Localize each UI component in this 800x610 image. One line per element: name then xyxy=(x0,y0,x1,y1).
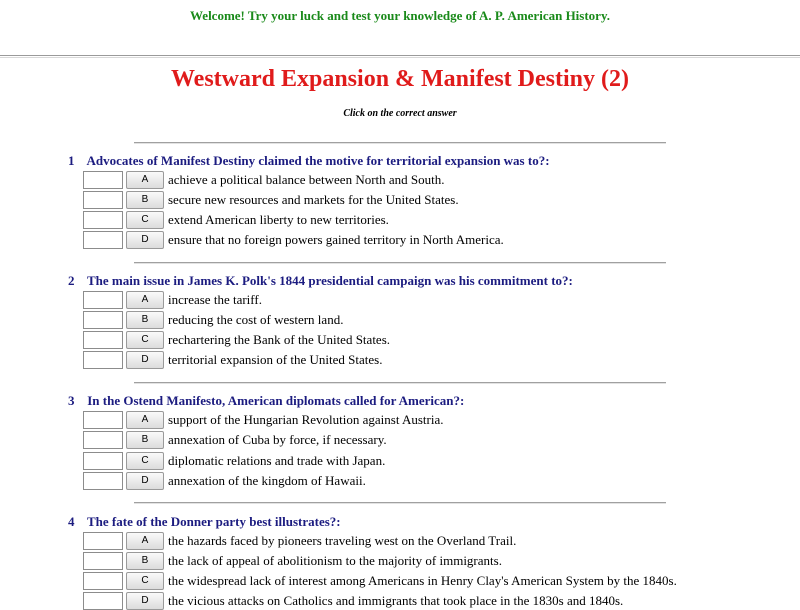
question-text: Advocates of Manifest Destiny claimed the motive for territorial expansion was to?: xyxy=(86,153,550,168)
answer-b-button[interactable]: B xyxy=(126,431,164,449)
question-number: 4 xyxy=(68,514,75,529)
question-divider xyxy=(134,262,666,264)
answer-c-button[interactable]: C xyxy=(126,211,164,229)
answer-d-button[interactable]: D xyxy=(126,592,164,610)
question-text: The fate of the Donner party best illustrates?: xyxy=(87,514,341,529)
answer-text: the lack of appeal of abolitionism to the majority of immigrants. xyxy=(168,553,502,568)
answer-text: the widespread lack of interest among Americans in Henry Clay's American System by the 1840s. xyxy=(168,573,677,588)
question-number: 2 xyxy=(68,273,75,288)
answer-a-button[interactable]: A xyxy=(126,532,164,550)
answer-d-button[interactable]: D xyxy=(126,351,164,369)
instruction-text: Click on the correct answer xyxy=(343,108,457,119)
question-text: The main issue in James K. Polk's 1844 presidential campaign was his commitment to?: xyxy=(87,273,573,288)
answer-a-button[interactable]: A xyxy=(126,171,164,189)
answer-result-box xyxy=(83,311,123,329)
answer-text: territorial expansion of the United States. xyxy=(168,352,383,367)
question-number: 3 xyxy=(68,393,75,408)
answer-text: secure new resources and markets for the United States. xyxy=(168,192,459,207)
answer-b-button[interactable]: B xyxy=(126,191,164,209)
answer-text: the hazards faced by pioneers traveling west on the Overland Trail. xyxy=(168,533,517,548)
answer-result-box xyxy=(83,411,123,429)
answer-text: diplomatic relations and trade with Japan. xyxy=(168,453,386,468)
answer-c-button[interactable]: C xyxy=(126,452,164,470)
answer-result-box xyxy=(83,572,123,590)
welcome-text: Welcome! Try your luck and test your knowledge of A. P. American History. xyxy=(190,8,610,23)
answer-text: ensure that no foreign powers gained territory in North America. xyxy=(168,232,504,247)
question-number: 1 xyxy=(68,153,75,168)
answer-d-button[interactable]: D xyxy=(126,231,164,249)
question-text: In the Ostend Manifesto, American diplomats called for American?: xyxy=(87,393,465,408)
answer-result-box xyxy=(83,472,123,490)
question-3 xyxy=(68,393,464,409)
answer-text: the vicious attacks on Catholics and immigrants that took place in the 1830s and 1840s. xyxy=(168,593,624,608)
answer-text: rechartering the Bank of the United States. xyxy=(168,332,391,347)
answer-result-box xyxy=(83,191,123,209)
answer-result-box xyxy=(83,452,123,470)
answer-result-box xyxy=(83,552,123,570)
answer-result-box xyxy=(83,592,123,610)
answer-text: reducing the cost of western land. xyxy=(168,312,344,327)
answer-text: annexation of the kingdom of Hawaii. xyxy=(168,473,366,488)
answer-text: extend American liberty to new territories. xyxy=(168,212,389,227)
answer-result-box xyxy=(83,532,123,550)
answer-result-box xyxy=(83,351,123,369)
answer-result-box xyxy=(83,231,123,249)
top-divider xyxy=(0,55,800,58)
question-1 xyxy=(68,153,550,169)
question-2 xyxy=(68,273,573,289)
answer-text: annexation of Cuba by force, if necessary. xyxy=(168,432,387,447)
answer-text: increase the tariff. xyxy=(168,292,262,307)
answer-text: achieve a political balance between North and South. xyxy=(168,172,445,187)
answer-a-button[interactable]: A xyxy=(126,411,164,429)
answer-result-box xyxy=(83,211,123,229)
answer-result-box xyxy=(83,331,123,349)
answer-result-box xyxy=(83,171,123,189)
answer-c-button[interactable]: C xyxy=(126,331,164,349)
answer-result-box xyxy=(83,291,123,309)
question-divider xyxy=(134,382,666,384)
question-divider xyxy=(134,502,666,504)
answer-text: support of the Hungarian Revolution against Austria. xyxy=(168,412,444,427)
quiz-title: Westward Expansion & Manifest Destiny (2) xyxy=(170,66,629,92)
question-4 xyxy=(68,514,341,530)
answer-c-button[interactable]: C xyxy=(126,572,164,590)
answer-d-button[interactable]: D xyxy=(126,472,164,490)
answer-b-button[interactable]: B xyxy=(126,552,164,570)
answer-result-box xyxy=(83,431,123,449)
answer-b-button[interactable]: B xyxy=(126,311,164,329)
answer-a-button[interactable]: A xyxy=(126,291,164,309)
question-divider xyxy=(134,142,666,144)
